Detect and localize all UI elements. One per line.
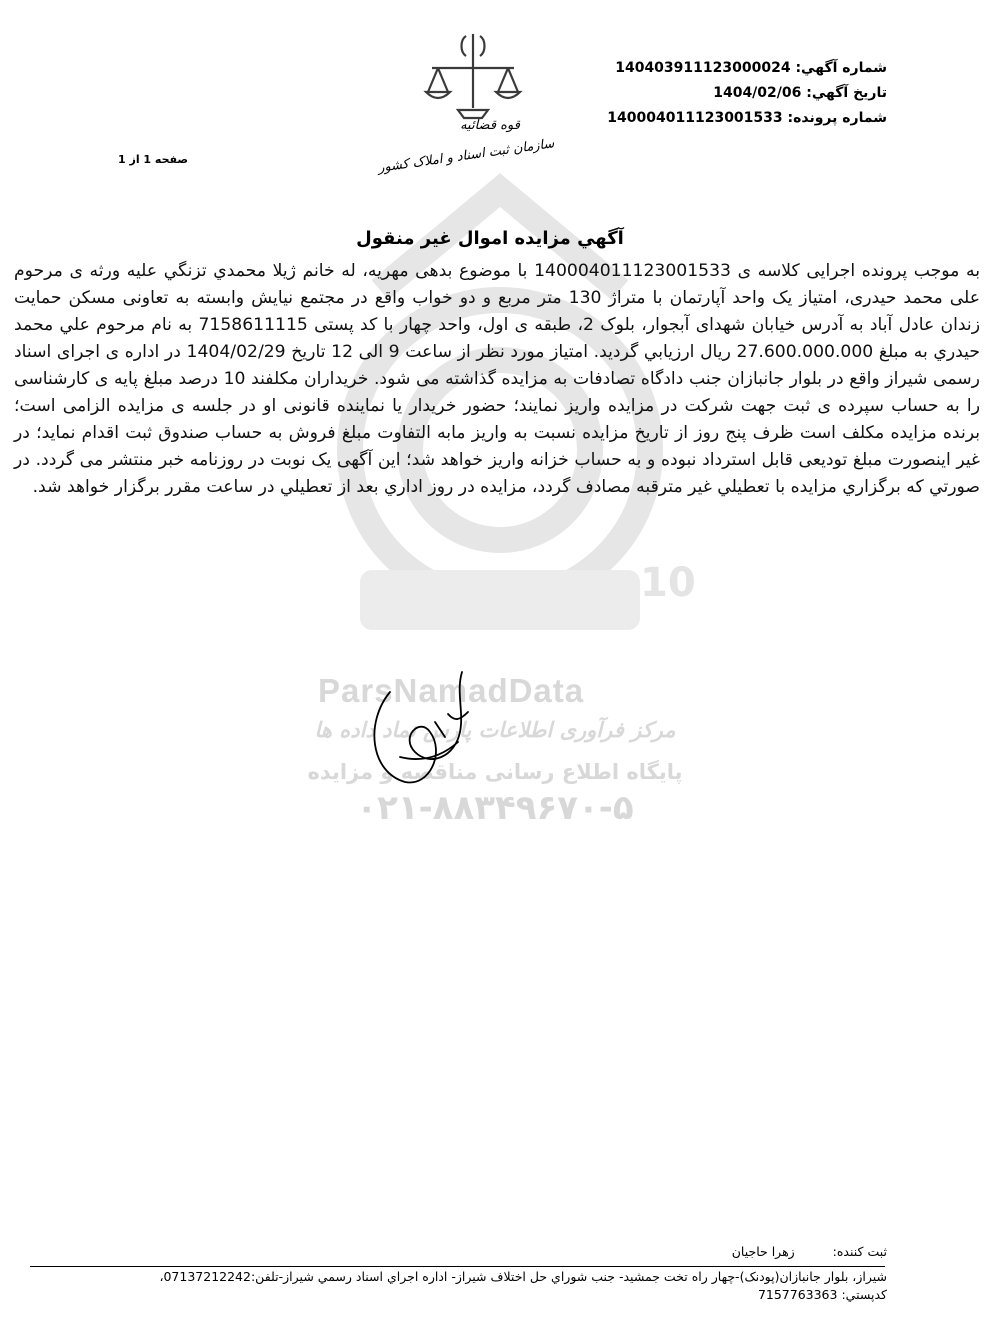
registrar-row bbox=[732, 1243, 887, 1260]
watermark-brand: ParsNamadData bbox=[318, 672, 585, 709]
emblem-org-text: قوه قضائیه bbox=[460, 118, 520, 133]
emblem-sub-text: سازمان ثبت اسناد و املاک کشور bbox=[377, 136, 556, 176]
watermark-line1: مرکز فرآوری اطلاعات پارس نماد داده ها bbox=[314, 718, 676, 742]
address-line: شيراز، بلوار جانبازان(پودنک)-چهار راه تخت جمشيد- جنب شوراي حل اختلاف شيراز- اداره اجراي اسناد رسمي شيراز-تلفن:07137212242، bbox=[159, 1269, 887, 1284]
header-meta bbox=[607, 56, 887, 131]
watermark-phone: ۰۲۱-۸۸۳۴۹۶۷۰-۵ bbox=[356, 788, 634, 828]
notice-number-label: شماره آگهي: bbox=[795, 60, 887, 76]
judiciary-emblem bbox=[418, 30, 528, 130]
signature bbox=[360, 662, 500, 792]
notice-date: 1404/02/06 bbox=[713, 85, 802, 101]
notice-title: آگهي مزايده اموال غير منقول bbox=[356, 228, 624, 249]
notice-number: 140403911123000024 bbox=[615, 60, 791, 76]
notice-date-row bbox=[607, 81, 887, 106]
watermark-digit: 10 bbox=[640, 560, 696, 606]
registrar-label: ثبت كننده: bbox=[832, 1244, 887, 1259]
notice-date-label: تاريخ آگهي: bbox=[806, 85, 887, 101]
notice-number-row bbox=[607, 56, 887, 81]
file-number-label: شماره پرونده: bbox=[787, 110, 887, 126]
file-number: 140004011123001533 bbox=[607, 110, 783, 126]
file-number-row bbox=[607, 106, 887, 131]
postal-line: كدپستي: 7157763363 bbox=[757, 1287, 887, 1302]
notice-body: به موجب پرونده اجرایی کلاسه ی 140004011123001533 با موضوع بدهی مهریه، له خانم ژيلا محمدي تزنگي علیه ورثه ی مرحوم علی محمد حیدری، امتیاز یک واحد آپارتمان با متراژ 130 متر مربع و دو خواب واقع در مجتمع نیایش وابسته به تعاونی مسکن حمایت زندان عادل آباد به آدرس خیابان شهدای آبجوار، بلوک 2، طبقه ی اول، واحد چهار با کد پستی 7158611115 به نام مرحوم علي محمد حيدري به مبلغ 27.600.000.000 ريال ارزيابي گرديد. امتیاز مورد نظر از ساعت 9 الی 12 تاریخ 1404/02/29 در اداره ی اجرای اسناد رسمی شیراز واقع در بلوار جانبازان جنب دادگاه تصادفات به مزایده گذاشته می شود. خریداران مکلفند 10 درصد مبلغ پایه ی کارشناسی را به حساب سپرده ی ثبت جهت شرکت در مزایده واریز نمایند؛ حضور خریدار یا نماینده قانونی او در جلسه ی مزایده الزامی است؛ برنده مزایده مکلف است ظرف پنج روز از تاریخ مزایده نسبت به واریز مابه التفاوت مبلغ فروش به حساب صندوق ثبت اقدام نماید؛ در غیر اینصورت مبلغ تودیعی قابل استرداد نبوده و به حساب خزانه واریز خواهد شد؛ این آگهی یک نوبت در روزنامه خبر منتشر می گردد. در صورتي كه برگزاري مزايده با تعطيلي غير مترقبه مصادف گردد، مزايده در روز اداري بعد از تعطيلي در ساعت مقرر برگزار خواهد شد. bbox=[14, 261, 980, 497]
registrar-name: زهرا حاجيان bbox=[731, 1244, 795, 1259]
page-info: صفحه 1 از 1 bbox=[118, 153, 189, 166]
watermark-line2: پایگاه اطلاع رسانی مناقصه و مزایده bbox=[307, 760, 683, 784]
footer-divider bbox=[30, 1266, 885, 1267]
